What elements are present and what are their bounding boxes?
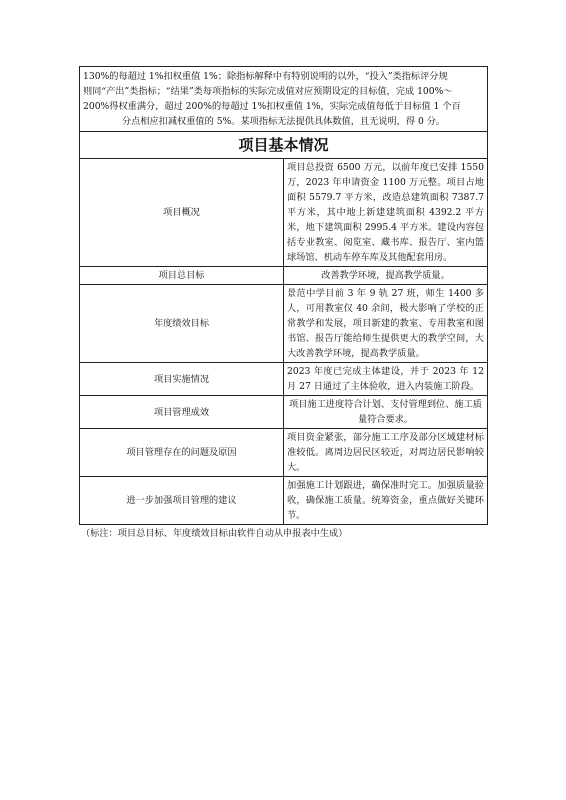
section-title: 项目基本情况 <box>80 132 488 159</box>
footnote: （标注：项目总目标、年度绩效目标由软件自动从申报表中生成） <box>81 528 348 539</box>
row-content: 项目施工进度符合计划、支付管理到位、施工质量符合要求。 <box>284 396 488 429</box>
row-content: 改善教学环境，提高教学质量。 <box>284 267 488 285</box>
row-content: 项目总投资 6500 万元，以前年度已安排 1550 万，2023 年申请资金 1100 万元整。项目占地面积 5579.7 平方米，改造总建筑面积 7387.7 平方米，其中地上新建建筑面积 4392.2 平方米，地下建筑面积 2995.4 平方米。建设内容包括专业教室、阅览室、藏书库、报告厅、室内篮球场馆、机动车停车库及其他配套用房。 <box>284 159 488 267</box>
table-row <box>80 396 488 429</box>
table-row <box>80 363 488 396</box>
row-label: 项目概况 <box>80 159 284 267</box>
table-row <box>80 429 488 477</box>
intro-row <box>80 67 488 132</box>
row-content: 景范中学目前 3 年 9 轨 27 班，师生 1400 多人，可用教室仅 40 余间，极大影响了学校的正常教学和发展，项目新建的教室、专用教室和图书馆、报告厅能给师生提供更大的教学空间，大大改善教学环境，提高教学质量。 <box>284 285 488 363</box>
row-label: 进一步加强项目管理的建议 <box>80 477 284 525</box>
row-label: 项目管理存在的问题及原因 <box>80 429 284 477</box>
intro-line: 200%得权重满分，超过 200%的每超过 1%扣权重值 1%，实际完成值每低于目标值 1 个百 <box>83 101 461 112</box>
intro-line: 分点相应扣减权重值的 5%。某项指标无法提供具体数值，且无说明，得 0 分。 <box>121 116 446 127</box>
row-content: 加强施工计划跟进，确保准时完工。加强质量验收，确保施工质量。统筹资金，重点做好关键环节。 <box>284 477 488 525</box>
table-row <box>80 477 488 525</box>
row-label: 项目管理成效 <box>80 396 284 429</box>
scoring-rules-cell <box>80 67 488 132</box>
table-row <box>80 285 488 363</box>
row-content: 项目资金紧张，部分施工工序及部分区域建材标准较低。离周边居民区较近，对周边居民影响较大。 <box>284 429 488 477</box>
row-label: 项目总目标 <box>80 267 284 285</box>
section-title-row <box>80 132 488 159</box>
row-label: 项目实施情况 <box>80 363 284 396</box>
table-row <box>80 267 488 285</box>
intro-line: 则同“产出”类指标；“结果”类每项指标的实际完成值对应预期设定的目标值，完成 100%～ <box>83 86 453 97</box>
document-page <box>79 66 488 541</box>
project-info-table <box>79 66 488 525</box>
row-label: 年度绩效目标 <box>80 285 284 363</box>
row-content: 2023 年度已完成主体建设，并于 2023 年 12 月 27 日通过了主体验收，进入内装施工阶段。 <box>284 363 488 396</box>
table-row <box>80 159 488 267</box>
intro-line: 130%的每超过 1%扣权重值 1%；除指标解释中有特别说明的以外，“投入”类指标评分规 <box>83 71 448 82</box>
